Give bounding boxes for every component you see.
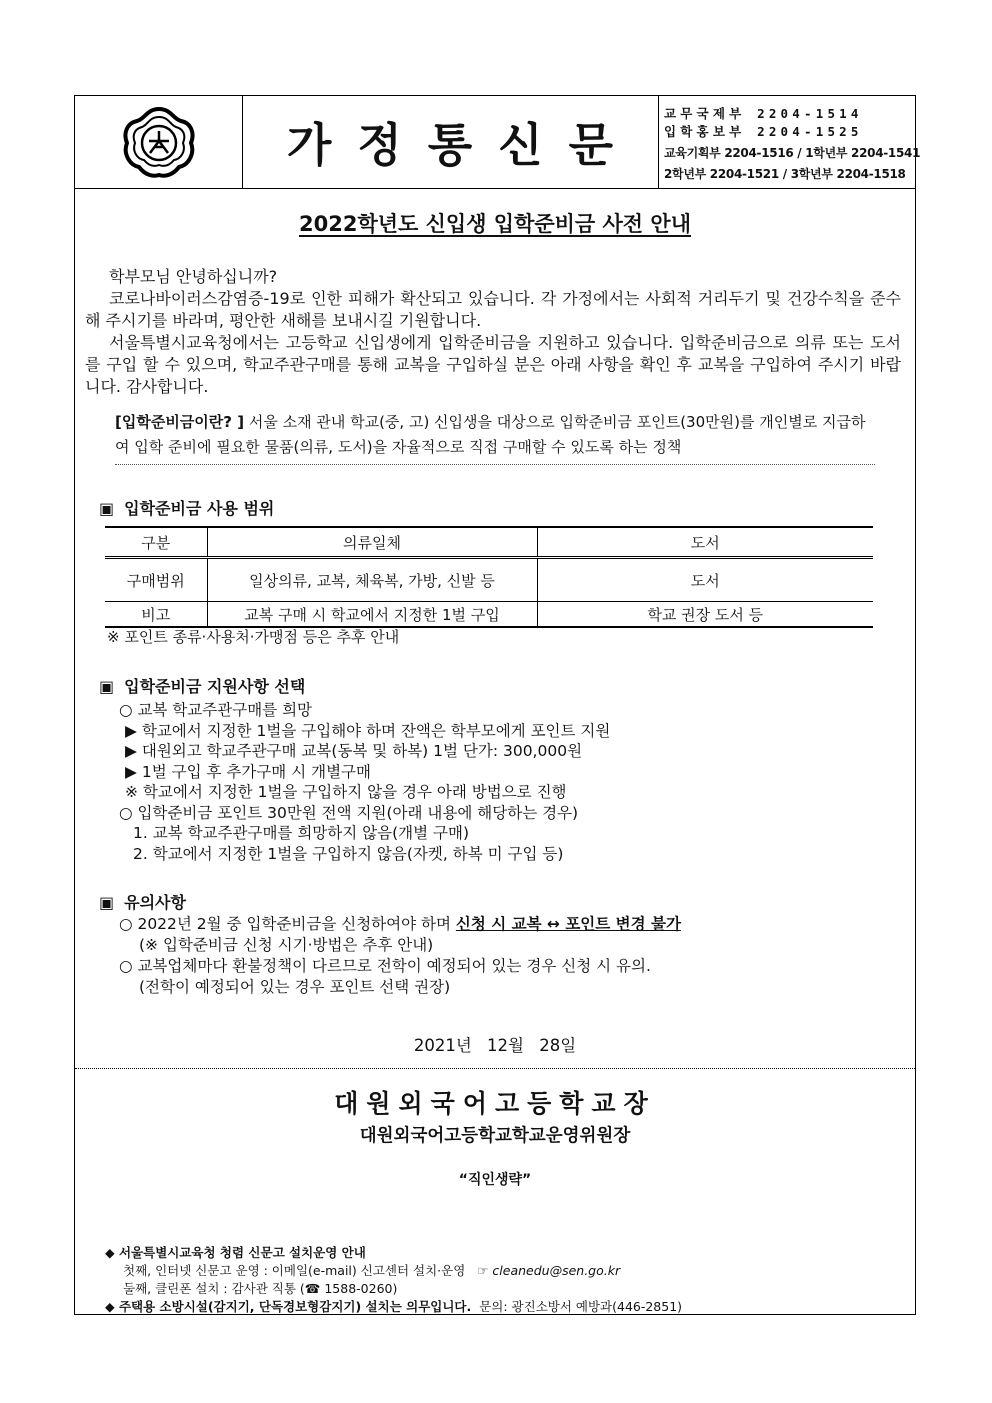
seal-note: “직인생략” <box>458 1172 532 1188</box>
table-cell: 구매범위 <box>105 558 207 602</box>
list-item: ○ 교복 학교주관구매를 희망 <box>119 701 313 719</box>
table-header: 구분 <box>105 527 207 558</box>
table-header: 도서 <box>537 527 873 558</box>
footer-text: 문의: 광진소방서 예방과(446-2851) <box>479 1299 683 1314</box>
email-link[interactable]: cleanedu@sen.go.kr <box>492 1263 621 1278</box>
document-frame <box>74 95 921 1315</box>
table-row <box>105 558 873 602</box>
list-item: (※ 입학준비금 신청 시기·방법은 추후 안내) <box>139 936 434 954</box>
issue-date: 2021년 12월 28일 <box>413 1036 577 1055</box>
definition-label: [입학준비금이란? ] <box>115 413 245 431</box>
definition-text: 서울 소재 관내 학교(중, 고) 신입생을 대상으로 입학준비금 포인트(30만원)를 개인별로 지급하여 입학 준비에 필요한 물품(의류, 도서)을 자율적으로 직접 구매할 수 있도록 하는 정책 <box>115 413 866 456</box>
mail-icon: ☞ <box>477 1263 489 1278</box>
title-cell <box>242 96 659 188</box>
footer-line <box>105 1298 682 1316</box>
list-item: ▶ 학교에서 지정한 1벌을 구입해야 하며 잔액은 학부모에게 포인트 지원 <box>125 721 611 740</box>
table-cell: 비고 <box>105 602 207 628</box>
section-heading <box>99 890 186 913</box>
section-title: 입학준비금 지원사항 선택 <box>124 677 306 696</box>
square-bullet-icon: ▣ <box>99 499 115 518</box>
contact-line: 교육기획부 2204-1516 / 1학년부 2204-1541 <box>664 146 921 160</box>
contact-line: 입학홍보부 2204-1525 <box>664 124 863 139</box>
header <box>75 96 921 189</box>
council-name: 대원외국어고등학교학교운영위원장 <box>359 1126 631 1146</box>
table-row <box>105 602 873 628</box>
square-bullet-icon: ▣ <box>99 677 115 696</box>
logo-cell <box>75 96 243 188</box>
school-name: 대원외국어고등학교장 <box>334 1089 656 1118</box>
table-note: ※ 포인트 종류·사용처·가맹점 등은 추후 안내 <box>107 628 400 646</box>
list-item: ○ 교복업체마다 환불정책이 다르므로 전학이 예정되어 있는 경우 신청 시 유의. <box>119 957 651 975</box>
footer <box>105 1244 682 1316</box>
section-heading <box>99 496 274 519</box>
square-bullet-icon: ▣ <box>99 893 115 912</box>
caution-emphasis: 신청 시 교복 ↔ 포인트 변경 불가 <box>455 915 681 933</box>
footer-text: ◆ 주택용 소방시설(감지기, 단독경보형감지기) 설치는 의무입니다. <box>105 1299 472 1314</box>
section-title: 입학준비금 사용 범위 <box>124 499 275 518</box>
intro-paragraph: 학부모님 안녕하십니까? <box>109 267 278 286</box>
footer-line: 둘째, 클린폰 설치 : 감사관 직통 (☎ 1588-0260) <box>123 1281 398 1296</box>
usage-range-table <box>105 526 873 628</box>
page-title: 가정통신문 <box>286 118 640 172</box>
caution-text: ○ 2022년 2월 중 입학준비금을 신청하여야 하며 <box>119 915 456 933</box>
table-cell: 학교 권장 도서 등 <box>537 602 873 628</box>
table-header: 의류일체 <box>207 527 537 558</box>
table-cell: 도서 <box>537 558 873 602</box>
divider <box>75 1068 915 1069</box>
footer-text: 첫째, 인터넷 신문고 운영 : 이메일(e-mail) 신고센터 설치·운영 <box>123 1263 466 1278</box>
list-item: 2. 학교에서 지정한 1벌을 구입하지 않음(자켓, 하복 미 구입 등) <box>133 844 564 863</box>
intro-paragraph: 코로나바이러스감염증-19로 인한 피해가 확산되고 있습니다. 각 가정에서는 사회적 거리두기 및 건강수칙을 준수해 주시기를 바라며, 평안한 새해를 보내시길 기원합니다. <box>85 289 901 330</box>
school-emblem-icon <box>119 105 199 179</box>
section-title: 유의사항 <box>124 893 186 912</box>
list-item: 1. 교복 학교주관구매를 희망하지 않음(개별 구매) <box>133 824 470 842</box>
intro-paragraph: 서울특별시교육청에서는 고등학교 신입생에게 입학준비금을 지원하고 있습니다. 입학준비금으로 의류 또는 도서를 구입 할 수 있으며, 학교주관구매를 통해 교복을 구입하실 분은 아래 사항을 확인 후 교복을 구입하여 주시기 바랍니다. 감사합니다. <box>85 333 901 396</box>
footer-line: ◆ 서울특별시교육청 청렴 신문고 설치운영 안내 <box>105 1245 366 1260</box>
list-item: ▶ 1벌 구입 후 추가구매 시 개별구매 <box>125 762 371 781</box>
footer-line <box>105 1262 682 1280</box>
definition-box <box>115 410 875 465</box>
contact-line: 교무국제부 2204-1514 <box>664 106 863 121</box>
main-title <box>75 208 915 238</box>
support-options-list <box>119 700 610 864</box>
table-cell: 일상의류, 교복, 체육복, 가방, 신발 등 <box>207 558 537 602</box>
contact-line: 2학년부 2204-1521 / 3학년부 2204-1518 <box>664 167 906 181</box>
section-heading <box>99 674 305 697</box>
list-item: (전학이 예정되어 있는 경우 포인트 선택 권장) <box>139 978 451 996</box>
list-item <box>119 914 681 935</box>
table-cell: 교복 구매 시 학교에서 지정한 1벌 구입 <box>207 602 537 628</box>
list-item: ※ 학교에서 지정한 1벌을 구입하지 않을 경우 아래 방법으로 진행 <box>125 783 567 801</box>
intro <box>85 266 901 398</box>
list-item: ▶ 대원외고 학교주관구매 교복(동복 및 하복) 1벌 단가: 300,000원 <box>125 742 583 760</box>
contact-cell <box>658 96 921 188</box>
main-title-text: 2022학년도 신입생 입학준비금 사전 안내 <box>299 212 691 236</box>
caution-list <box>119 914 681 998</box>
list-item: ○ 입학준비금 포인트 30만원 전액 지원(아래 내용에 해당하는 경우) <box>119 803 579 822</box>
